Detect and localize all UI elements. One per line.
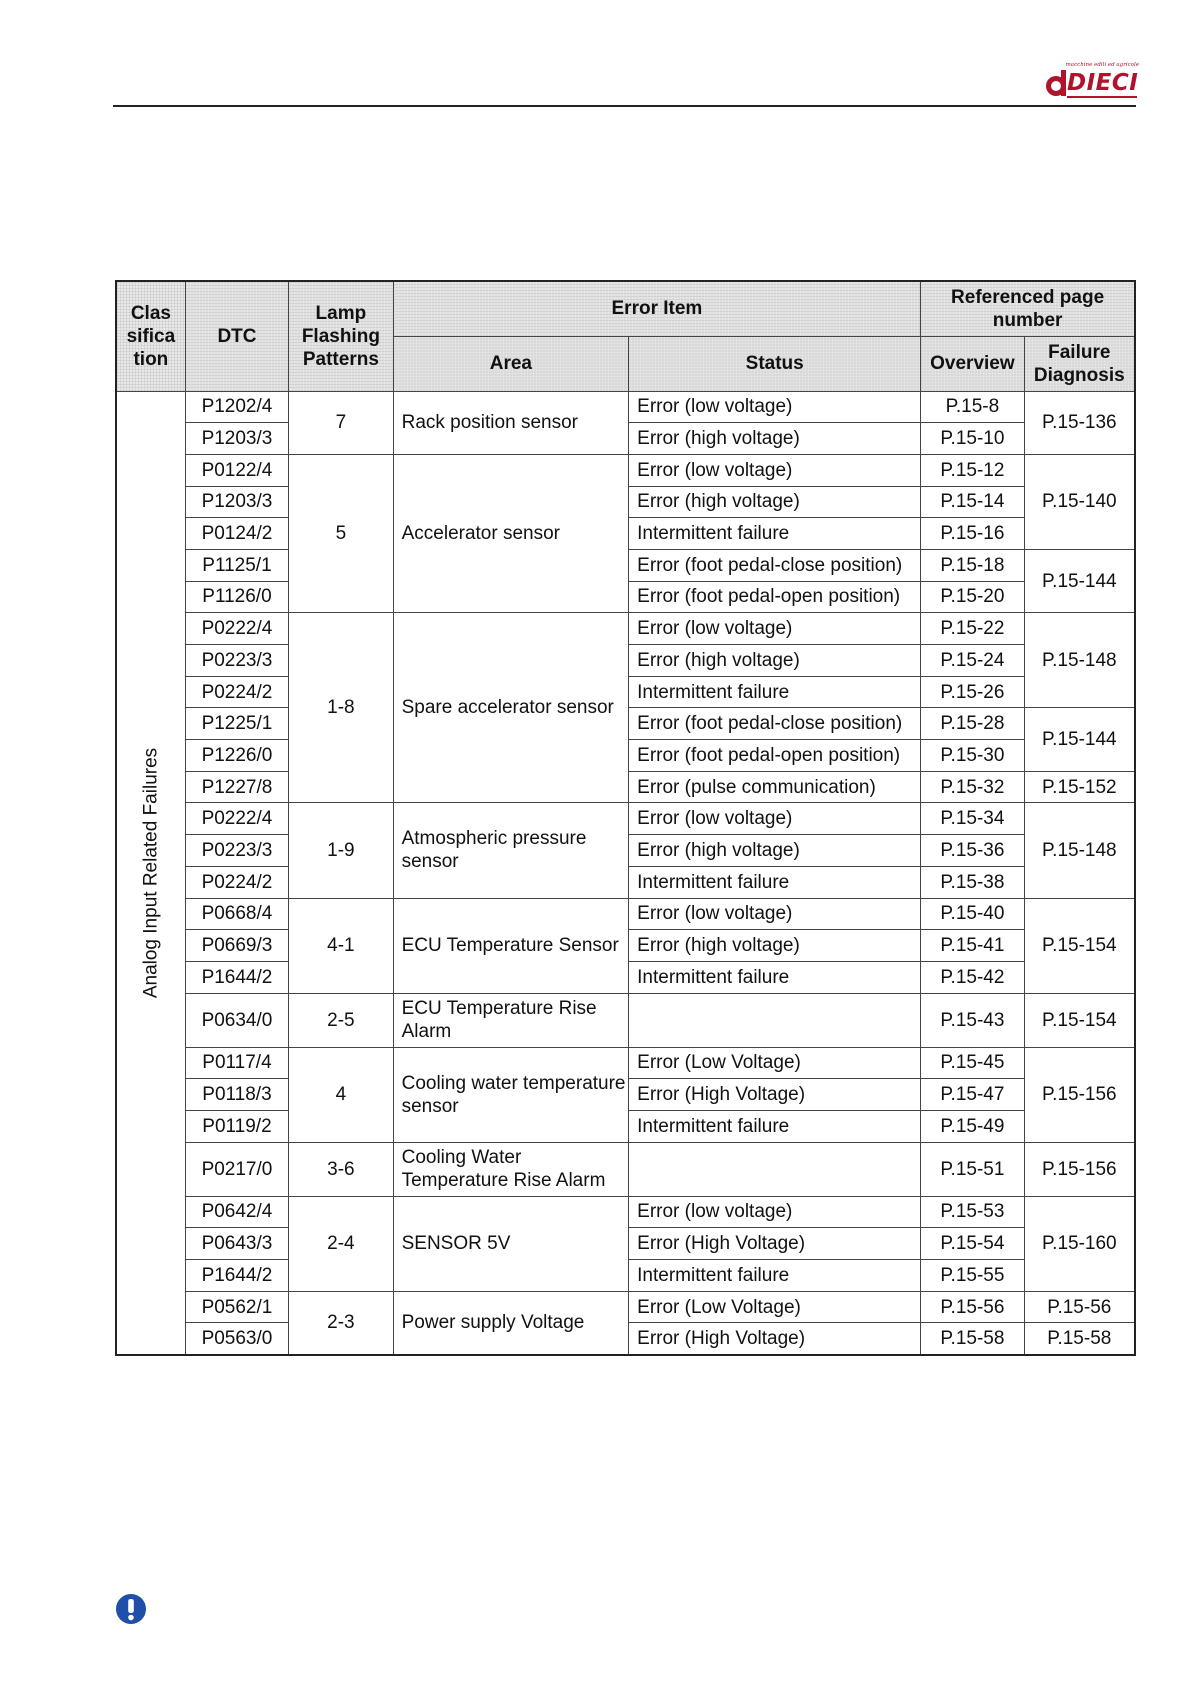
header-logo: [1043, 58, 1139, 98]
lamp-pattern: 3-6: [289, 1142, 393, 1196]
failure-diagnosis-page: P.15-148: [1024, 613, 1135, 708]
error-status: Error (high voltage): [629, 645, 921, 677]
failure-diagnosis-page: P.15-156: [1024, 1142, 1135, 1196]
failure-diagnosis-page: P.15-154: [1024, 993, 1135, 1047]
dtc-code: P0643/3: [185, 1228, 288, 1260]
header-overview: Overview: [921, 336, 1024, 391]
dtc-code: P0634/0: [185, 993, 288, 1047]
overview-page: P.15-36: [921, 835, 1024, 867]
error-status: Error (High Voltage): [629, 1079, 921, 1111]
classification-cell: [116, 391, 185, 1355]
overview-page: P.15-18: [921, 549, 1024, 581]
header-dtc: DTC: [185, 281, 288, 391]
dtc-code: P1644/2: [185, 1260, 288, 1292]
lamp-pattern: 2-4: [289, 1196, 393, 1291]
overview-page: P.15-12: [921, 454, 1024, 486]
error-area: ECU Temperature Rise Alarm: [393, 993, 629, 1047]
error-area: Accelerator sensor: [393, 454, 629, 612]
overview-page: P.15-41: [921, 930, 1024, 962]
classification-label: Analog Input Related Failures: [140, 747, 162, 998]
error-status: Error (High Voltage): [629, 1228, 921, 1260]
error-status: Error (high voltage): [629, 486, 921, 518]
overview-page: P.15-43: [921, 993, 1024, 1047]
error-status: Error (foot pedal-open position): [629, 740, 921, 772]
logo-wordmark: DIECI: [1067, 70, 1139, 96]
overview-page: P.15-32: [921, 771, 1024, 803]
dtc-code: P0642/4: [185, 1196, 288, 1228]
error-status: Intermittent failure: [629, 676, 921, 708]
error-status: Error (High Voltage): [629, 1323, 921, 1355]
failure-diagnosis-page: P.15-144: [1024, 549, 1135, 612]
dtc-code: P0222/4: [185, 803, 288, 835]
dtc-code: P0562/1: [185, 1291, 288, 1323]
dtc-code: P1125/1: [185, 549, 288, 581]
overview-page: P.15-45: [921, 1047, 1024, 1079]
overview-page: P.15-8: [921, 391, 1024, 423]
overview-page: P.15-22: [921, 613, 1024, 645]
error-status: Intermittent failure: [629, 866, 921, 898]
error-status: Intermittent failure: [629, 518, 921, 550]
failure-diagnosis-page: P.15-160: [1024, 1196, 1135, 1291]
dtc-code: P0563/0: [185, 1323, 288, 1355]
error-status: Error (low voltage): [629, 613, 921, 645]
table-row: [116, 454, 1135, 486]
overview-page: P.15-47: [921, 1079, 1024, 1111]
header-error-item: Error Item: [393, 281, 921, 336]
error-status: Error (pulse communication): [629, 771, 921, 803]
overview-page: P.15-40: [921, 898, 1024, 930]
failure-diagnosis-page: P.15-140: [1024, 454, 1135, 549]
overview-page: P.15-49: [921, 1110, 1024, 1142]
error-status: Error (high voltage): [629, 835, 921, 867]
header-classification: Clas sifica tion: [116, 281, 185, 391]
overview-page: P.15-42: [921, 961, 1024, 993]
dtc-code: P0669/3: [185, 930, 288, 962]
table-row: [116, 1047, 1135, 1079]
overview-page: P.15-55: [921, 1260, 1024, 1292]
table-row: [116, 391, 1135, 423]
header-failure-diagnosis: Failure Diagnosis: [1024, 336, 1135, 391]
overview-page: P.15-20: [921, 581, 1024, 613]
failure-diagnosis-page: P.15-56: [1024, 1291, 1135, 1323]
failure-diagnosis-page: P.15-144: [1024, 708, 1135, 771]
lamp-pattern: 1-8: [289, 613, 393, 803]
dtc-code: P0224/2: [185, 676, 288, 708]
overview-page: P.15-38: [921, 866, 1024, 898]
lamp-pattern: 2-5: [289, 993, 393, 1047]
table-row: [116, 1142, 1135, 1196]
error-status: Intermittent failure: [629, 961, 921, 993]
overview-page: P.15-53: [921, 1196, 1024, 1228]
overview-page: P.15-14: [921, 486, 1024, 518]
error-status: Error (low voltage): [629, 803, 921, 835]
dtc-code: P1203/3: [185, 423, 288, 455]
logo-underline: [1067, 96, 1137, 98]
error-area: ECU Temperature Sensor: [393, 898, 629, 993]
error-status: Error (Low Voltage): [629, 1291, 921, 1323]
overview-page: P.15-51: [921, 1142, 1024, 1196]
dtc-code: P0122/4: [185, 454, 288, 486]
dtc-code: P1225/1: [185, 708, 288, 740]
overview-page: P.15-10: [921, 423, 1024, 455]
table-row: [116, 993, 1135, 1047]
failure-diagnosis-page: P.15-156: [1024, 1047, 1135, 1142]
lamp-pattern: 2-3: [289, 1291, 393, 1355]
dtc-code: P1126/0: [185, 581, 288, 613]
failure-diagnosis-page: P.15-136: [1024, 391, 1135, 454]
dtc-code: P0124/2: [185, 518, 288, 550]
table-row: [116, 803, 1135, 835]
overview-page: P.15-56: [921, 1291, 1024, 1323]
failure-diagnosis-page: P.15-154: [1024, 898, 1135, 993]
lamp-pattern: 4-1: [289, 898, 393, 993]
failure-diagnosis-page: P.15-152: [1024, 771, 1135, 803]
error-status: Error (high voltage): [629, 930, 921, 962]
lamp-pattern: 5: [289, 454, 393, 612]
overview-page: P.15-54: [921, 1228, 1024, 1260]
error-status: Intermittent failure: [629, 1260, 921, 1292]
lamp-pattern: 1-9: [289, 803, 393, 898]
overview-page: P.15-24: [921, 645, 1024, 677]
error-area: Atmospheric pressure sensor: [393, 803, 629, 898]
error-status: [629, 1142, 921, 1196]
table-row: [116, 1196, 1135, 1228]
error-status: Error (low voltage): [629, 1196, 921, 1228]
lamp-pattern: 4: [289, 1047, 393, 1142]
overview-page: P.15-28: [921, 708, 1024, 740]
error-area: Cooling Water Temperature Rise Alarm: [393, 1142, 629, 1196]
table-row: [116, 613, 1135, 645]
failure-diagnosis-page: P.15-58: [1024, 1323, 1135, 1355]
overview-page: P.15-16: [921, 518, 1024, 550]
header-divider: [113, 105, 1136, 107]
error-status: Error (low voltage): [629, 391, 921, 423]
error-status: [629, 993, 921, 1047]
lamp-pattern: 7: [289, 391, 393, 454]
error-area: SENSOR 5V: [393, 1196, 629, 1291]
dtc-table: [115, 280, 1136, 1356]
dtc-code: P0223/3: [185, 835, 288, 867]
header-lamp-patterns: Lamp Flashing Patterns: [289, 281, 393, 391]
error-status: Error (foot pedal-close position): [629, 549, 921, 581]
header-status: Status: [629, 336, 921, 391]
dtc-code: P0668/4: [185, 898, 288, 930]
error-status: Error (foot pedal-close position): [629, 708, 921, 740]
table-row: [116, 898, 1135, 930]
header-area: Area: [393, 336, 629, 391]
error-status: Error (low voltage): [629, 898, 921, 930]
error-status: Error (Low Voltage): [629, 1047, 921, 1079]
overview-page: P.15-26: [921, 676, 1024, 708]
dtc-code: P1644/2: [185, 961, 288, 993]
header-referenced-page: Referenced page number: [921, 281, 1135, 336]
dtc-code: P0117/4: [185, 1047, 288, 1079]
table-row: [116, 1291, 1135, 1323]
overview-page: P.15-30: [921, 740, 1024, 772]
error-status: Error (low voltage): [629, 454, 921, 486]
failure-diagnosis-page: P.15-148: [1024, 803, 1135, 898]
dtc-code: P0217/0: [185, 1142, 288, 1196]
error-area: Power supply Voltage: [393, 1291, 629, 1355]
error-status: Intermittent failure: [629, 1110, 921, 1142]
dtc-code: P0119/2: [185, 1110, 288, 1142]
error-status: Error (high voltage): [629, 423, 921, 455]
error-area: Cooling water temperature sensor: [393, 1047, 629, 1142]
dtc-code: P1203/3: [185, 486, 288, 518]
error-status: Error (foot pedal-open position): [629, 581, 921, 613]
error-area: Spare accelerator sensor: [393, 613, 629, 803]
overview-page: P.15-34: [921, 803, 1024, 835]
dtc-code: P1202/4: [185, 391, 288, 423]
warning-icon: [115, 1593, 147, 1625]
logo-tagline: macchine edili ed agricole: [1065, 62, 1139, 68]
dtc-code: P0222/4: [185, 613, 288, 645]
error-area: Rack position sensor: [393, 391, 629, 454]
dtc-code: P0118/3: [185, 1079, 288, 1111]
dtc-code: P0224/2: [185, 866, 288, 898]
overview-page: P.15-58: [921, 1323, 1024, 1355]
dtc-code: P1226/0: [185, 740, 288, 772]
dtc-code: P1227/8: [185, 771, 288, 803]
dtc-code: P0223/3: [185, 645, 288, 677]
